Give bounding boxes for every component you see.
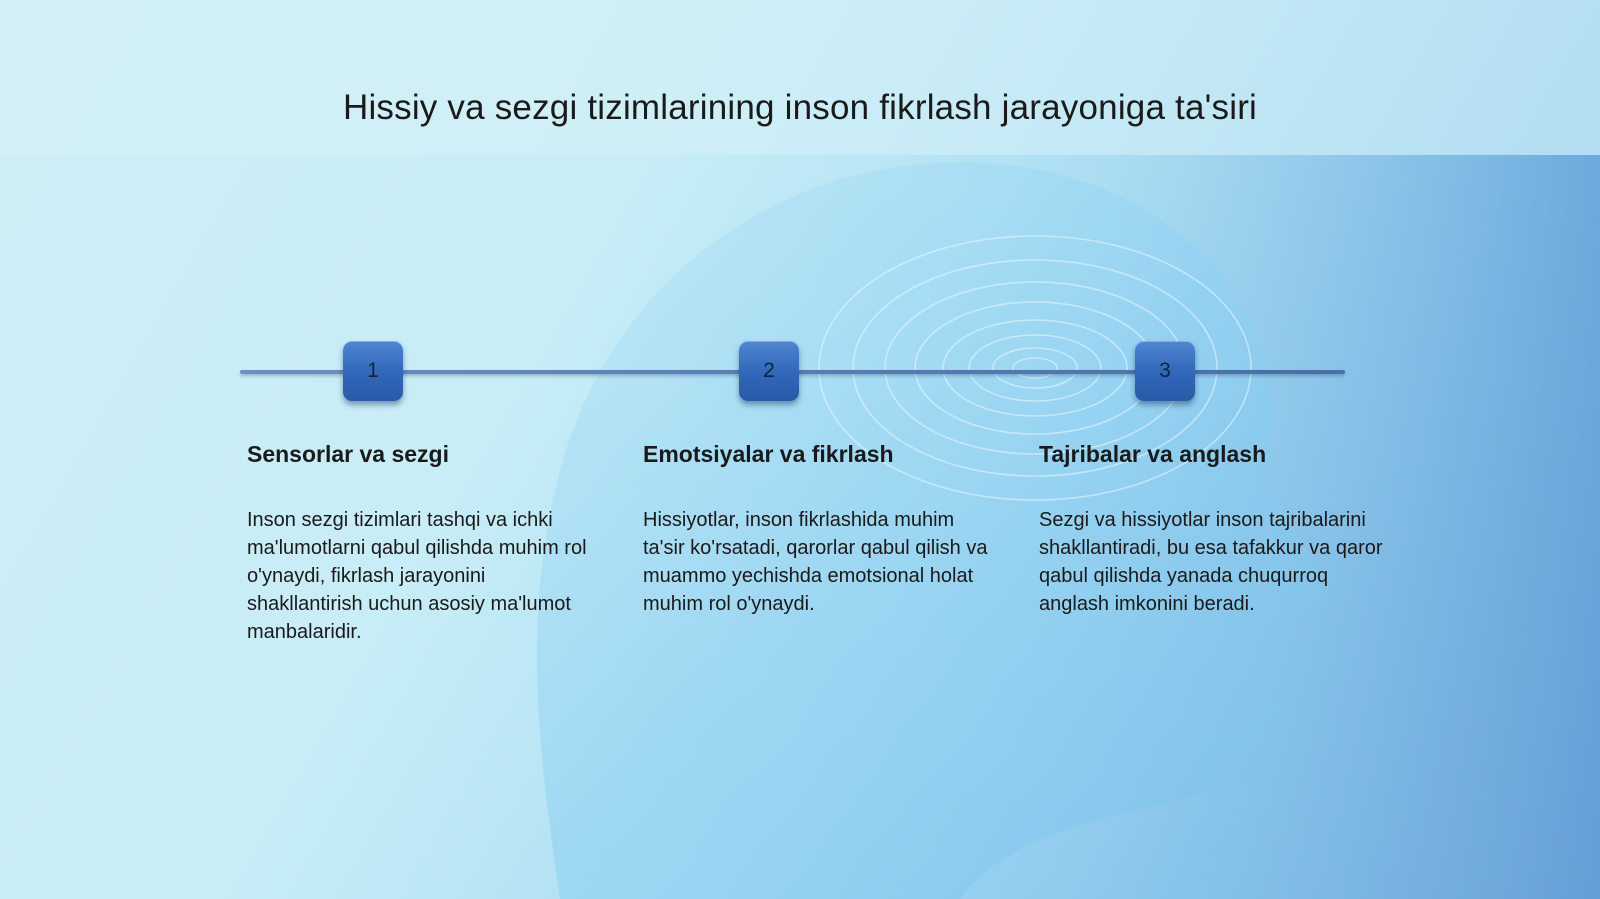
step-1-column [247, 438, 592, 646]
step-1-heading: Sensorlar va sezgi [247, 441, 449, 467]
step-1-body: Inson sezgi tizimlari tashqi va ichki ma'lumotlarni qabul qilishda muhim rol o'ynaydi, fikrlash jarayonini shakllantirish uchun asosiy ma'lumot manbalaridir. [247, 509, 587, 643]
step-2-body: Hissiyotlar, inson fikrlashida muhim ta'sir ko'rsatadi, qarorlar qabul qilish va muammo yechishda emotsional holat muhim rol o'ynaydi. [643, 509, 988, 615]
step-3-heading: Tajribalar va anglash [1039, 441, 1267, 467]
step-1-marker [343, 341, 403, 401]
step-2-heading: Emotsiyalar va fikrlash [643, 441, 894, 467]
step-2-number: 2 [763, 359, 775, 382]
step-3-marker [1135, 341, 1195, 401]
step-3-body: Sezgi va hissiyotlar inson tajribalarini shakllantiradi, bu esa tafakkur va qaror qabul qilishda yanada chuqurroq anglash imkonini beradi. [1039, 509, 1383, 615]
step-3-number: 3 [1159, 359, 1171, 382]
step-2-column [643, 438, 988, 618]
step-1-number: 1 [367, 359, 379, 382]
step-3-column [1039, 438, 1384, 618]
slide-title: Hissiy va sezgi tizimlarining inson fikrlash jarayoniga ta'siri [342, 88, 1258, 127]
step-2-marker [739, 341, 799, 401]
